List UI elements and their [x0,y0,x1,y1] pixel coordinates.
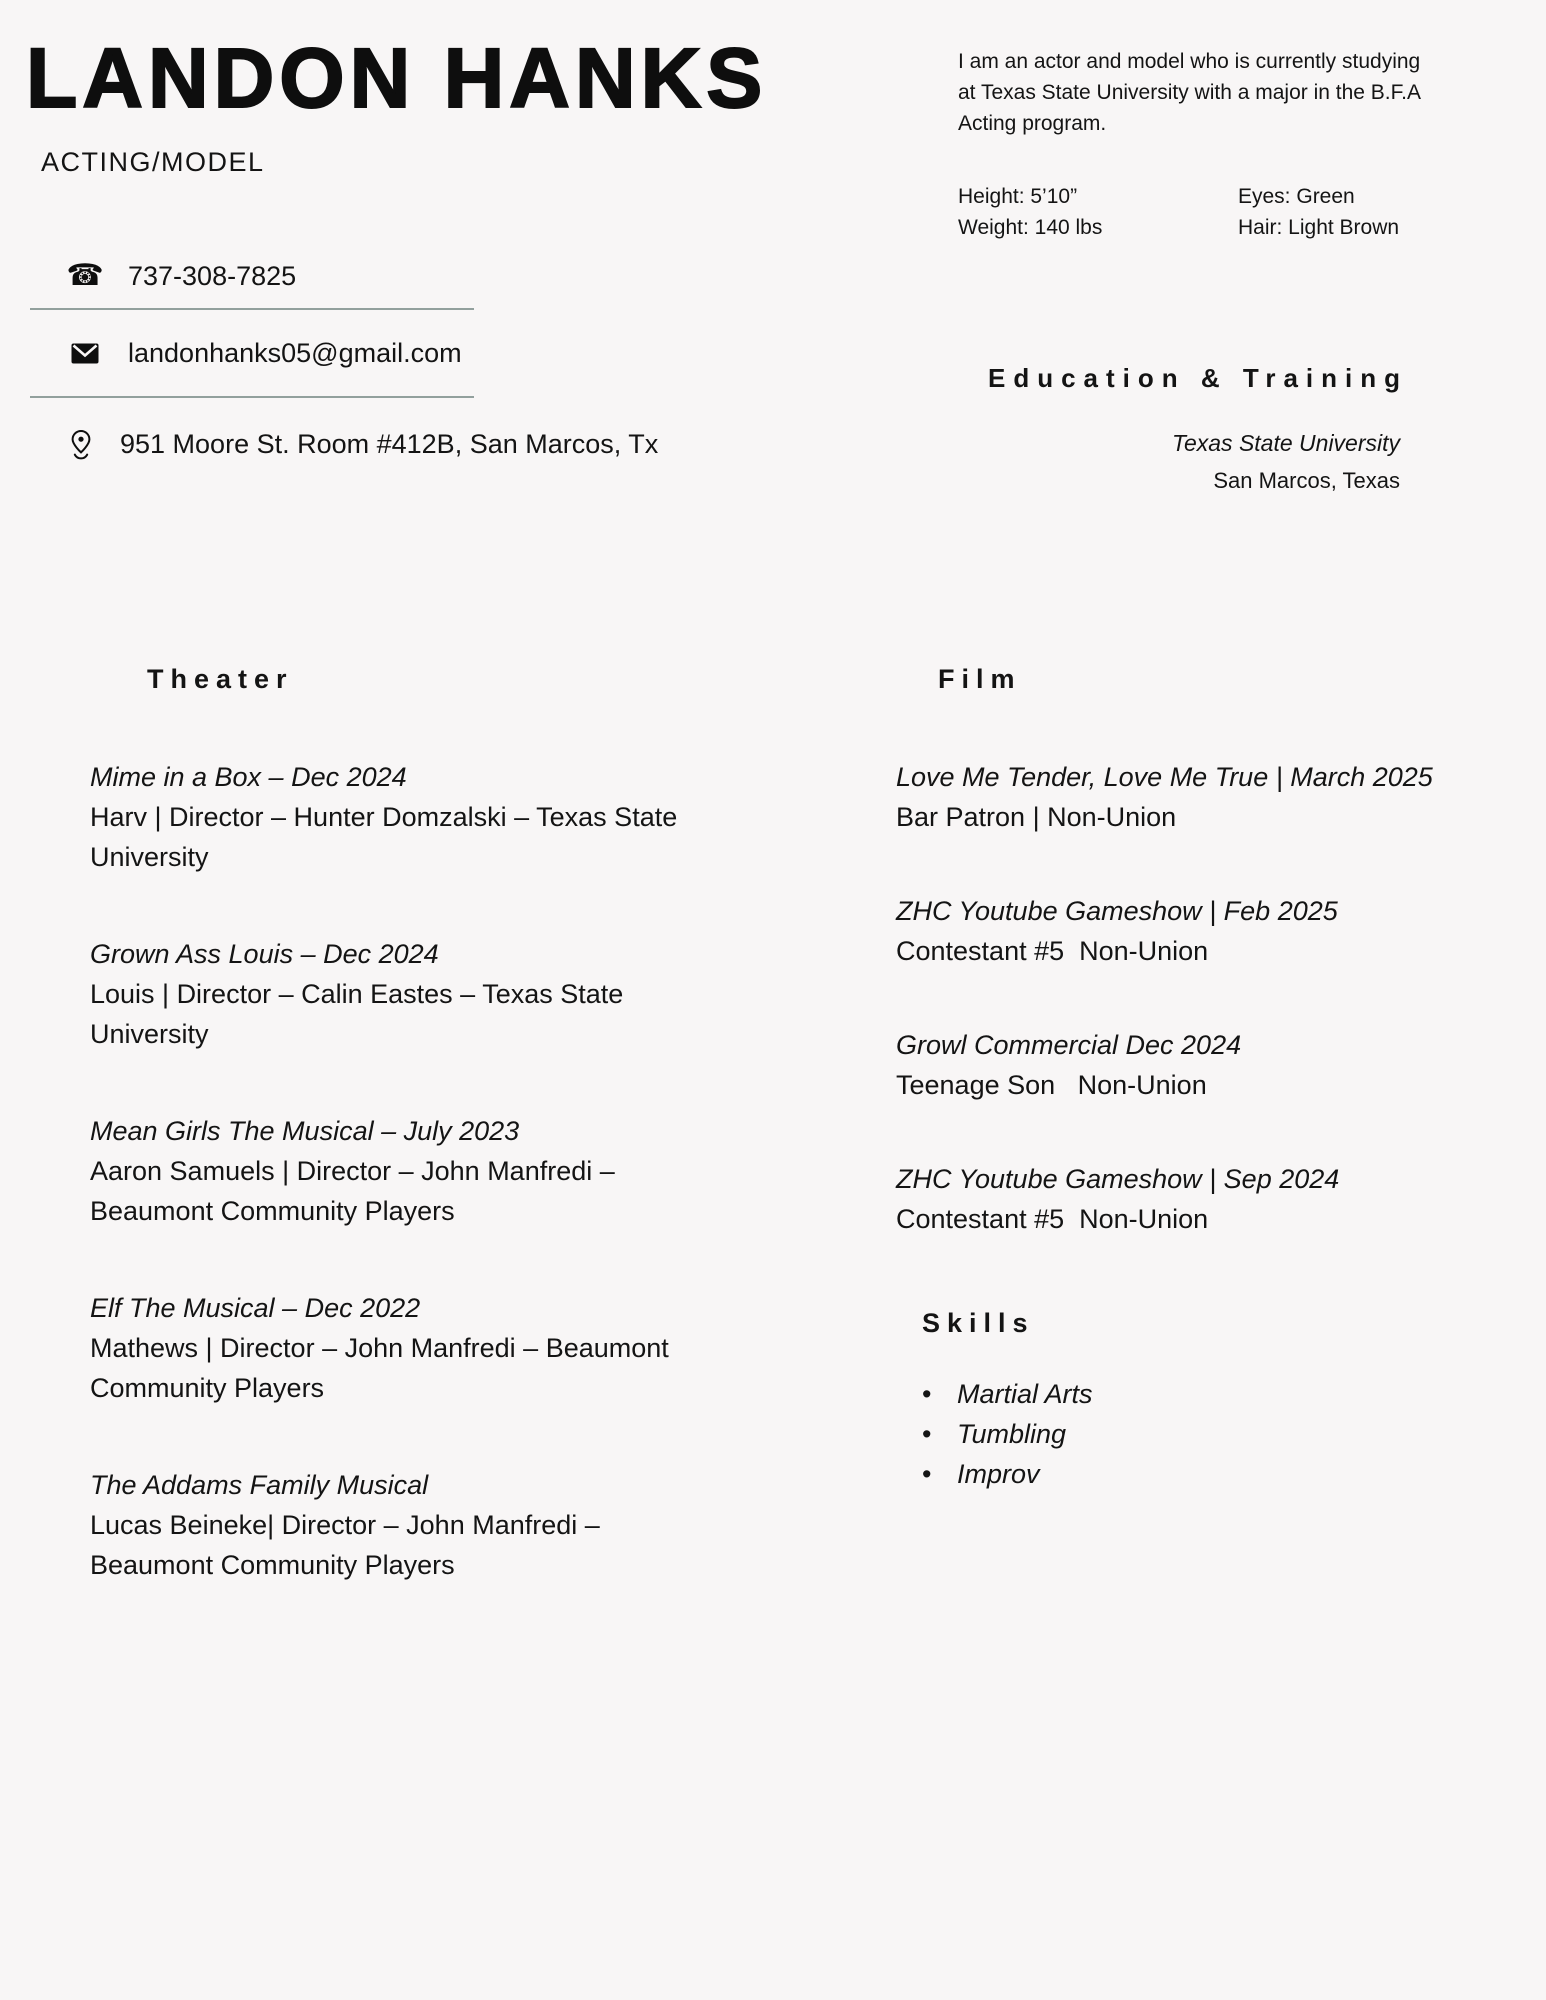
contact-section [30,244,659,490]
skill-label: Martial Arts [957,1379,1093,1409]
contact-row-address [30,398,659,490]
about-line: Acting program. [958,112,1107,135]
education-heading: Education & Training [987,363,1408,393]
film-entries [896,757,1546,1239]
film-entry [896,1025,1546,1105]
film-entry [896,891,1546,971]
theater-entry [90,757,770,877]
theater-entry [90,1288,770,1408]
stat-height: Height: 5’10” [958,185,1078,208]
theater-entry [90,1111,770,1231]
entry-detail-line: Aaron Samuels | Director – John Manfredi – [90,1156,615,1186]
film-entry [896,757,1546,837]
email-address: landonhanks05@gmail.com [128,337,462,368]
entry-detail-line: Harv | Director – Hunter Domzalski – Texas State [90,802,678,832]
phone-icon: ☎ [66,258,104,293]
entry-detail-line: University [90,842,209,872]
bullet-icon: • [922,1459,932,1489]
entry-title: Mime in a Box – Dec 2024 [90,762,407,792]
stats-left [958,181,1102,243]
education-school: Texas State University [1172,430,1400,456]
about-section [958,46,1421,139]
entry-detail-line: Beaumont Community Players [90,1550,455,1580]
entry-detail-line: University [90,1019,209,1049]
education-section [987,362,1408,500]
skill-item [922,1374,1093,1414]
bullet-icon: • [922,1419,932,1449]
skills-section [922,1308,1093,1494]
theater-entries [90,757,770,1585]
entry-detail-line: Teenage Son Non-Union [896,1070,1207,1100]
stat-hair: Hair: Light Brown [1238,216,1400,239]
page-title: LANDON HANKS [26,31,768,125]
about-line: at Texas State University with a major in the B.F.A [958,81,1421,104]
entry-detail-line: Lucas Beineke| Director – John Manfredi – [90,1510,600,1540]
skill-item [922,1414,1093,1454]
about-line: I am an actor and model who is currently studying [958,50,1421,73]
skill-item [922,1454,1093,1494]
envelope-icon [68,343,102,364]
entry-detail-line: Bar Patron | Non-Union [896,802,1177,832]
location-pin-icon [68,429,94,460]
entry-detail-line: Contestant #5 Non-Union [896,1204,1209,1234]
stat-weight: Weight: 140 lbs [958,216,1103,239]
entry-detail-line: Louis | Director – Calin Eastes – Texas State [90,979,624,1009]
theater-entry [90,934,770,1054]
address-text: 951 Moore St. Room #412B, San Marcos, Tx [120,428,659,459]
entry-title: ZHC Youtube Gameshow | Feb 2025 [896,896,1338,926]
skill-label: Improv [957,1459,1040,1489]
entry-title: Growl Commercial Dec 2024 [896,1030,1242,1060]
entry-title: Grown Ass Louis – Dec 2024 [90,939,439,969]
film-entry [896,1159,1546,1239]
entry-title: Mean Girls The Musical – July 2023 [90,1116,520,1146]
film-heading: Film [938,664,1022,694]
bullet-icon: • [922,1379,932,1409]
theater-section [90,664,770,1642]
entry-detail-line: Contestant #5 Non-Union [896,936,1209,966]
theater-heading: Theater [147,664,294,694]
contact-row-email [30,310,474,396]
phone-number: 737-308-7825 [128,260,297,291]
entry-detail-line: Mathews | Director – John Manfredi – Beaumont [90,1333,669,1363]
entry-detail-line: Community Players [90,1373,325,1403]
entry-title: The Addams Family Musical [90,1470,429,1500]
entry-title: Elf The Musical – Dec 2022 [90,1293,421,1323]
entry-title: Love Me Tender, Love Me True | March 2025 [896,762,1433,792]
entry-title: ZHC Youtube Gameshow | Sep 2024 [896,1164,1340,1194]
subtitle: ACTING/MODEL [41,147,265,177]
contact-row-phone [30,244,474,308]
film-section [896,664,1546,1293]
stats-right [1238,181,1399,243]
stat-eyes: Eyes: Green [1238,185,1355,208]
entry-detail-line: Beaumont Community Players [90,1196,455,1226]
skills-heading: Skills [922,1308,1035,1338]
education-location: San Marcos, Texas [1213,468,1400,493]
skill-label: Tumbling [957,1419,1067,1449]
theater-entry [90,1465,770,1585]
skills-list [922,1374,1093,1494]
